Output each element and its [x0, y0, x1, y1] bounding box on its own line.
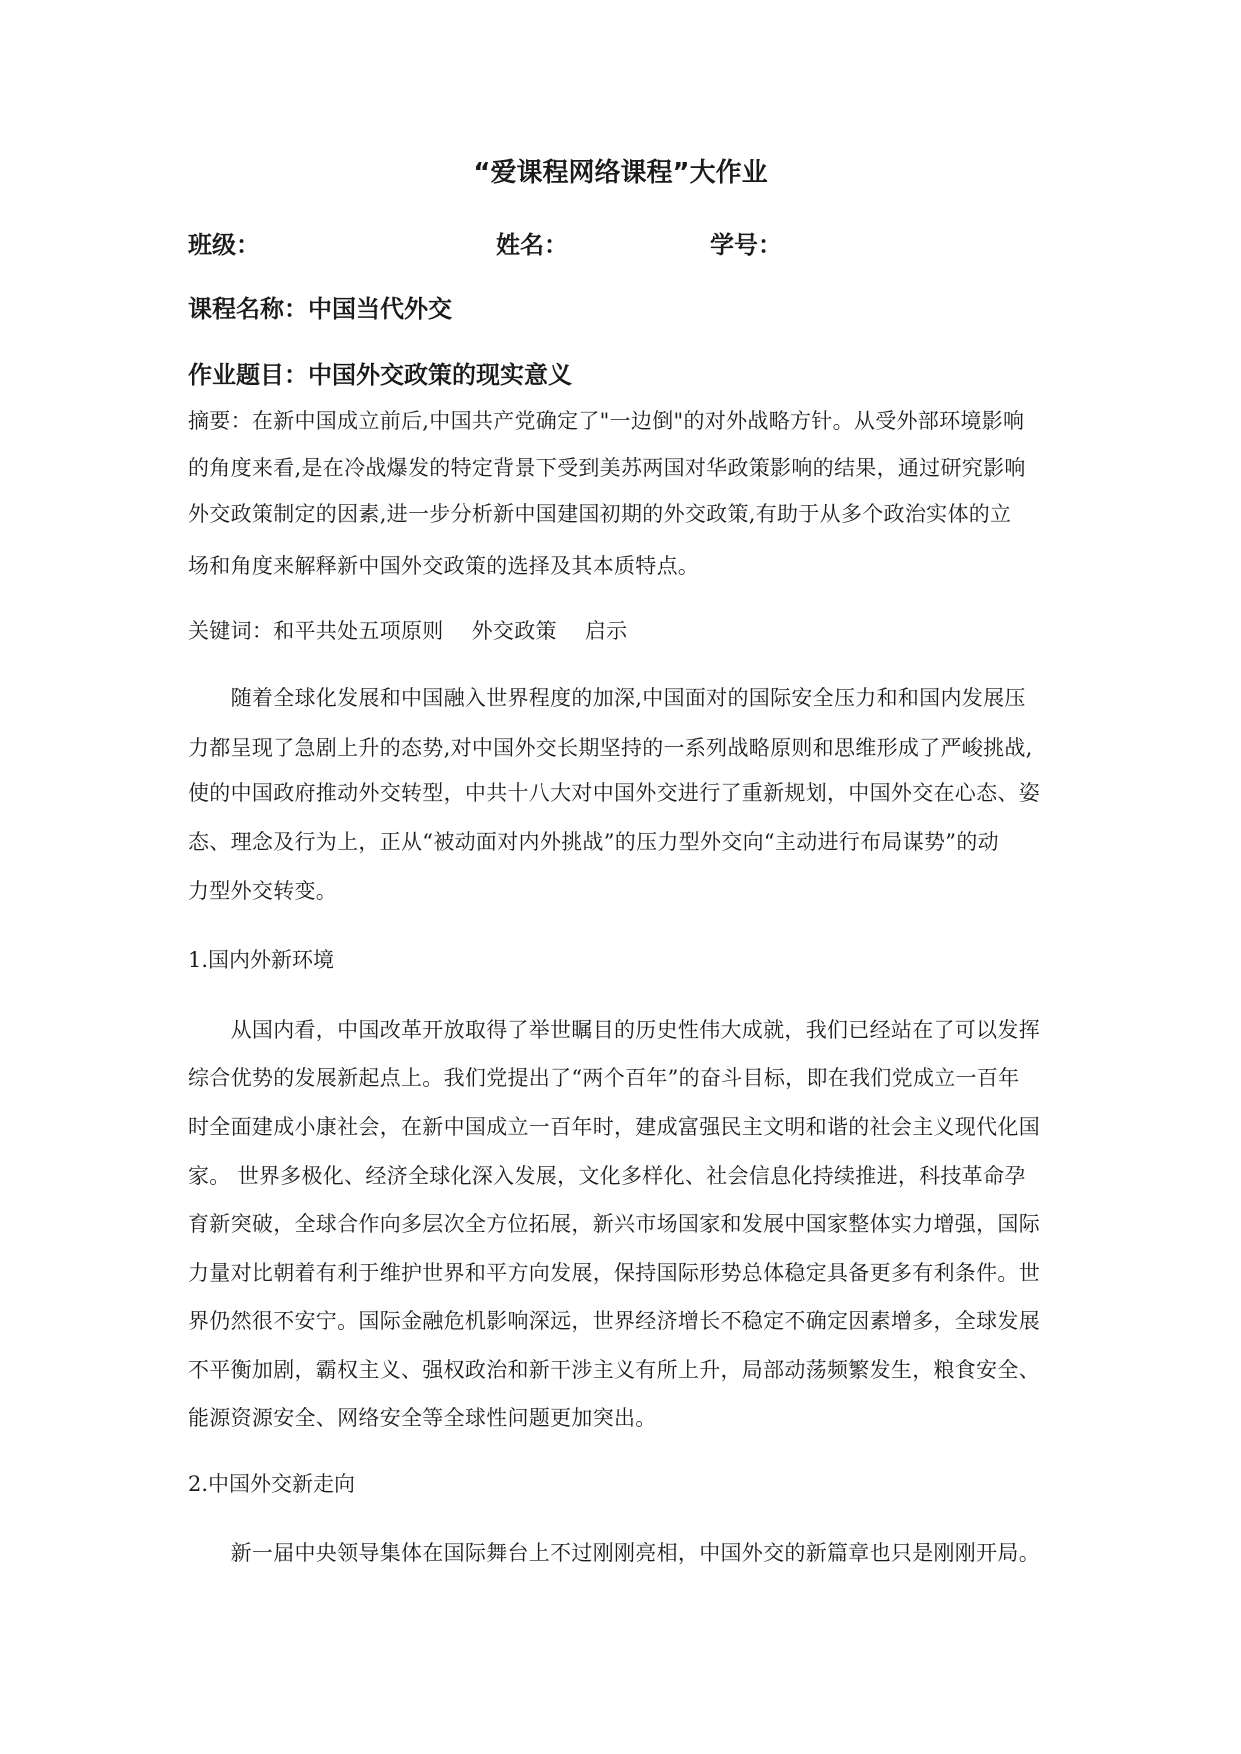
- paragraph-line: 新一届中央领导集体在国际舞台上不过刚刚亮相，中国外交的新篇章也只是刚刚开局。: [188, 1541, 1040, 1565]
- paragraph-line: 力型外交转变。: [188, 879, 338, 903]
- keyword: 和平共处五项原则: [273, 619, 444, 643]
- paragraph-line: 综合优势的发展新起点上。我们党提出了“两个百年”的奋斗目标，即在我们党成立一百年: [188, 1066, 1020, 1090]
- paragraph-line: 力量对比朝着有利于维护世界和平方向发展，保持国际形势总体稳定具备更多有利条件。世: [188, 1261, 1040, 1285]
- student-id-label: 学号：: [710, 231, 782, 259]
- paragraph-line: 从国内看，中国改革开放取得了举世瞩目的历史性伟大成就，我们已经站在了可以发挥: [188, 1018, 1040, 1042]
- keyword: 外交政策: [471, 619, 557, 643]
- abstract-line: 场和角度来解释新中国外交政策的选择及其本质特点。: [188, 554, 700, 578]
- document-title: “爱课程网络课程”大作业: [473, 158, 768, 188]
- name-label: 姓名：: [496, 231, 568, 259]
- keywords: [188, 615, 627, 645]
- keywords-label: 关键词：: [188, 619, 274, 643]
- section-heading: 2.中国外交新走向: [188, 1472, 356, 1496]
- paragraph-line: 不平衡加剧，霸权主义、强权政治和新干涉主义有所上升，局部动荡频繁发生，粮食安全、: [188, 1358, 1040, 1382]
- paragraph-line: 态、理念及行为上，正从“被动面对内外挑战”的压力型外交向“主动进行布局谋势”的动: [188, 830, 999, 854]
- abstract-line: 外交政策制定的因素,进一步分析新中国建国初期的外交政策,有助于从多个政治实体的立: [188, 502, 1012, 526]
- class-label: 班级：: [188, 231, 260, 259]
- abstract-line: 摘要：在新中国成立前后,中国共产党确定了"一边倒"的对外战略方针。从受外部环境影响: [188, 409, 1025, 433]
- paragraph-line: 随着全球化发展和中国融入世界程度的加深,中国面对的国际安全压力和和国内发展压: [188, 686, 1026, 710]
- assignment-topic: 作业题目：中国外交政策的现实意义: [188, 361, 572, 389]
- section-heading: 1.国内外新环境: [188, 948, 335, 972]
- abstract-line: 的角度来看,是在冷战爆发的特定背景下受到美苏两国对华政策影响的结果，通过研究影响: [188, 456, 1026, 480]
- paragraph-line: 使的中国政府推动外交转型，中共十八大对中国外交进行了重新规划，中国外交在心态、姿: [188, 781, 1040, 805]
- paragraph-line: 育新突破，全球合作向多层次全方位拓展，新兴市场国家和发展中国家整体实力增强，国际: [188, 1212, 1040, 1236]
- paragraph-line: 能源资源安全、网络安全等全球性问题更加突出。: [188, 1406, 657, 1430]
- paragraph-line: 力都呈现了急剧上升的态势,对中国外交长期坚持的一系列战略原则和思维形成了严峻挑战,: [188, 736, 1033, 760]
- course-name: 课程名称：中国当代外交: [188, 295, 452, 323]
- keyword: 启示: [584, 619, 628, 643]
- paragraph-line: 时全面建成小康社会，在新中国成立一百年时，建成富强民主文明和谐的社会主义现代化国: [188, 1115, 1040, 1139]
- paragraph-line: 家。 世界多极化、经济全球化深入发展，文化多样化、社会信息化持续推进，科技革命孕: [188, 1164, 1026, 1188]
- paragraph-line: 界仍然很不安宁。国际金融危机影响深远，世界经济增长不稳定不确定因素增多，全球发展: [188, 1309, 1040, 1333]
